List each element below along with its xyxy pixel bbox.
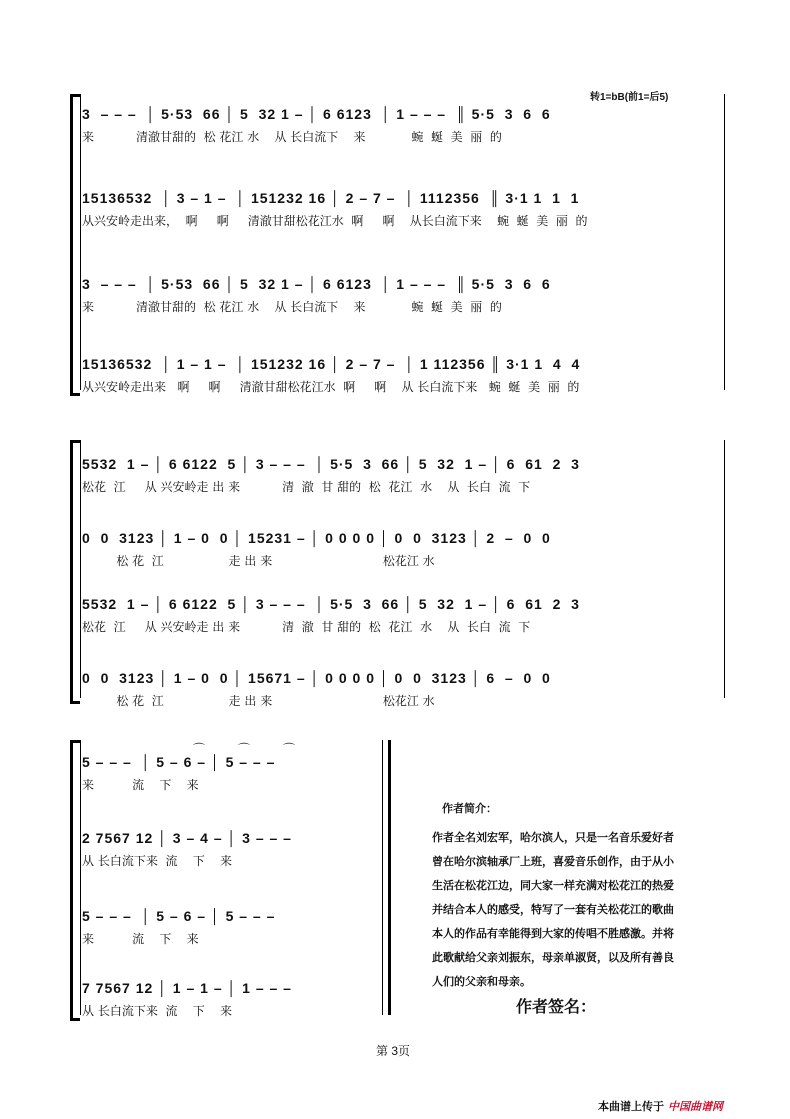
bio-title: 作者简介： xyxy=(442,803,497,815)
lyrics: 松花 江 从 兴安岭走 出 来 清 澈 甘 甜的 松 花江 水 从 长白 流 下 xyxy=(82,480,531,494)
lyrics: 从 长白流下来 流 下 来 xyxy=(82,854,232,868)
lyrics: 来 流 下 来 xyxy=(82,778,199,792)
staff-row-2 xyxy=(72,530,732,572)
staff-row-1 xyxy=(72,106,732,148)
notes: 5 – – – │ 5 – 6 – │ 5 – – – xyxy=(82,754,276,770)
notes: 15136532 │ 3 – 1 – │ 151232 16 │ 2 – 7 – │ 1112356 ║ 3·1 1 1 1 xyxy=(82,190,580,206)
page-number: 第 3页 xyxy=(376,1044,411,1058)
fermata-icon: ⌒ xyxy=(238,742,251,756)
score-system-2 xyxy=(72,440,732,708)
author-bio xyxy=(432,826,732,994)
bio-line: 人们的父亲和母亲。 xyxy=(432,976,531,988)
notes: 5532 1 – │ 6 6122 5 │ 3 – – – │ 5·5 3 66 │ 5 32 1 – │ 6 61 2 3 xyxy=(82,596,580,612)
notes: 3 – – – │ 5·53 66 │ 5 32 1 – │ 6 6123 │ 1 – – – ║ 5·5 3 6 6 xyxy=(82,276,551,292)
lyrics: 从兴安岭走出来， 啊 啊 清澈甘甜松花江水 啊 啊 从长白流下来 蜿 蜒 美 丽 的 xyxy=(82,214,588,228)
barline-end xyxy=(724,94,725,390)
bio-line: 生活在松花江边，同大家一样充满对松花江的热爱 xyxy=(432,880,674,892)
author-signature: 作者签名： xyxy=(516,999,597,1016)
staff-row-1 xyxy=(72,456,732,498)
lyrics: 松花 江 从 兴安岭走 出 来 清 澈 甘 甜的 松 花江 水 从 长白 流 下 xyxy=(82,620,531,634)
score-system-3 xyxy=(72,740,392,1018)
fermata-icon: ⌒ xyxy=(193,742,206,756)
bio-line: 此歌献给父亲刘振东，母亲单淑贤，以及所有善良 xyxy=(432,952,674,964)
lyrics: 来 流 下 来 xyxy=(82,932,199,946)
lyrics: 从兴安岭走出来 啊 啊 清澈甘甜松花江水 啊 啊 从 长白流下来 蜿 蜒 美 丽 的 xyxy=(82,380,580,394)
notes: 0 0 3123 │ 1 – 0 0 │ 15671 – │ 0 0 0 0 │ 0 0 3123 │ 6 – 0 0 xyxy=(82,670,551,686)
staff-row-3 xyxy=(72,276,732,318)
lyrics: 松 花 江 走 出 来 松花江 水 xyxy=(82,554,435,568)
bio-line: 并结合本人的感受，特写了一套有关松花江的歌曲 xyxy=(432,904,674,916)
bio-line: 本人的作品有幸能得到大家的传唱不胜感激。并将 xyxy=(432,928,674,940)
lyrics: 来 清澈甘甜的 松 花江 水 从 长白流下 来 蜿 蜒 美 丽 的 xyxy=(82,300,502,314)
footer-text: 本曲谱上传于 xyxy=(598,1101,664,1113)
lyrics: 松 花 江 走 出 来 松花江 水 xyxy=(82,694,435,708)
staff-row-2 xyxy=(72,830,392,872)
notes: 5 – – – │ 5 – 6 – │ 5 – – – xyxy=(82,908,276,924)
staff-row-4 xyxy=(72,356,732,398)
lyrics: 来 清澈甘甜的 松 花江 水 从 长白流下 来 蜿 蜒 美 丽 的 xyxy=(82,130,502,144)
footer-credit xyxy=(598,1098,723,1114)
staff-row-3 xyxy=(72,596,732,638)
score-system-1 xyxy=(72,94,732,394)
fermata-icon: ⌒ xyxy=(283,742,296,756)
staff-row-1 xyxy=(72,754,392,796)
barline-end xyxy=(724,440,725,698)
notes: 3 – – – │ 5·53 66 │ 5 32 1 – │ 6 6123 │ 1 – – – ║ 5·5 3 6 6 xyxy=(82,106,551,122)
staff-row-4 xyxy=(72,980,392,1022)
notes: 15136532 │ 1 – 1 – │ 151232 16 │ 2 – 7 – │ 1 112356 ║ 3·1 1 4 4 xyxy=(82,356,581,372)
site-logo[interactable]: 中国曲谱网 xyxy=(668,1101,723,1113)
notes: 7 7567 12 │ 1 – 1 – │ 1 – – – xyxy=(82,980,292,996)
staff-row-4 xyxy=(72,670,732,712)
bio-line: 曾在哈尔滨轴承厂上班，喜爱音乐创作，由于从小 xyxy=(432,856,674,868)
staff-row-2 xyxy=(72,190,732,232)
modulation-mark: 转1=bB(前1=后5) xyxy=(590,92,669,103)
notes: 2 7567 12 │ 3 – 4 – │ 3 – – – xyxy=(82,830,292,846)
notes: 5532 1 – │ 6 6122 5 │ 3 – – – │ 5·5 3 66 │ 5 32 1 – │ 6 61 2 3 xyxy=(82,456,580,472)
notes: 0 0 3123 │ 1 – 0 0 │ 15231 – │ 0 0 0 0 │ 0 0 3123 │ 2 – 0 0 xyxy=(82,530,551,546)
staff-row-3 xyxy=(72,908,392,950)
bio-line: 作者全名刘宏军，哈尔滨人，只是一名音乐爱好者 xyxy=(432,832,674,844)
final-barline xyxy=(382,740,391,1015)
lyrics: 从 长白流下来 流 下 来 xyxy=(82,1004,232,1018)
